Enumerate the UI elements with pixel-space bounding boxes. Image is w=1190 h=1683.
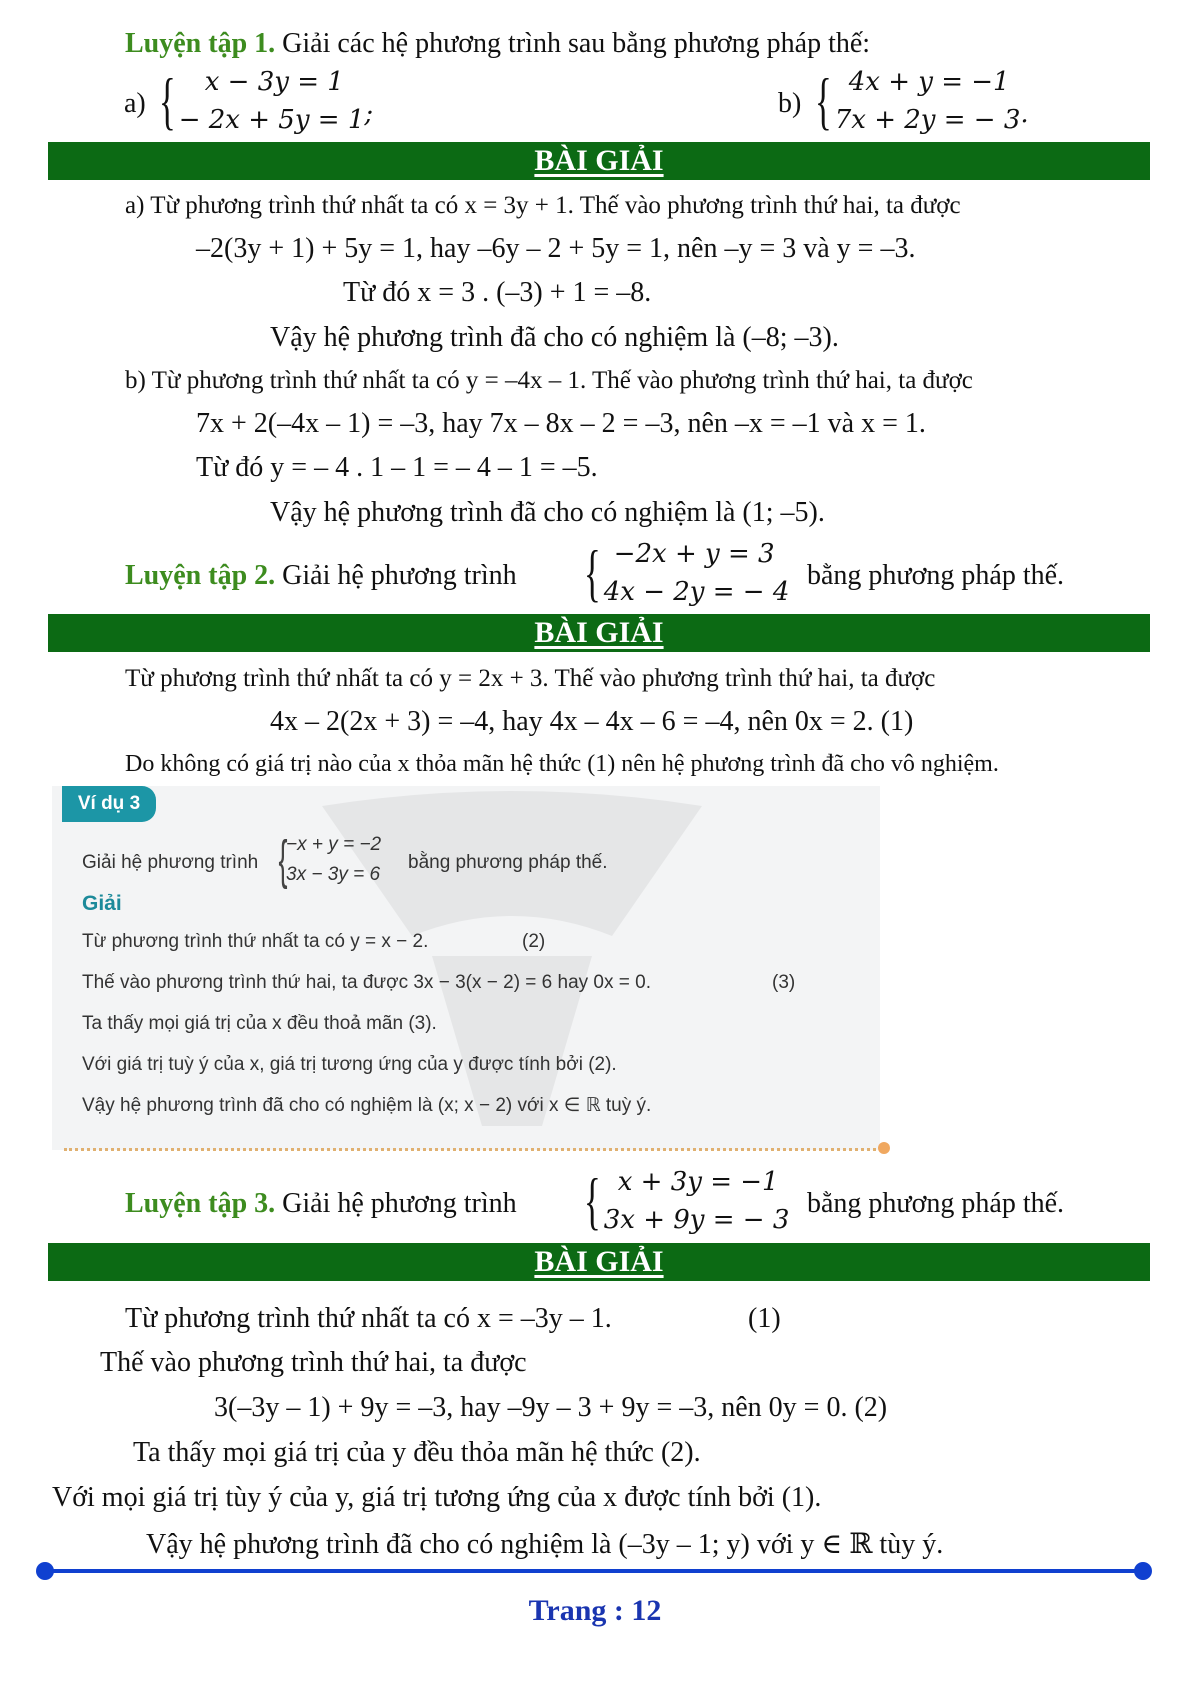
example-3-line1-number: (2) [522, 931, 546, 952]
sol1-b-line1: b) Từ phương trình thứ nhất ta có y = –4x – 1. Thế vào phương trình thứ hai, ta được [125, 367, 973, 394]
example-3-system [274, 830, 381, 890]
sol3-line2: Thế vào phương trình thứ hai, ta được [100, 1347, 527, 1378]
system-b-end: . [1020, 99, 1029, 129]
exercise-3-eq1: x + 3y = −1 [617, 1167, 779, 1197]
exercise-3-suffix: bằng phương pháp thế. [807, 1188, 1065, 1219]
example-3-end-dot [878, 1142, 890, 1154]
brace-icon: { [583, 537, 601, 608]
system-a-eq1: x − 3y = 1 [204, 67, 344, 97]
sol1-a-line2: –2(3y + 1) + 5y = 1, hay –6y – 2 + 5y = 1, nên –y = 3 và y = –3. [196, 233, 916, 264]
sol1-a-conclusion: Vậy hệ phương trình đã cho có nghiệm là (–8; –3). [270, 322, 839, 353]
footer-rule-dot-right [1134, 1562, 1152, 1580]
sol3-line4: Ta thấy mọi giá trị của y đều thỏa mãn hệ thức (2). [133, 1437, 701, 1468]
sol2-line1: Từ phương trình thứ nhất ta có y = 2x + 3. Thế vào phương trình thứ hai, ta được [125, 665, 936, 692]
example-3-suffix: bằng phương pháp thế. [408, 852, 608, 873]
exercise-1-prompt: Giải các hệ phương trình sau bằng phương pháp thế: [282, 28, 871, 59]
sol3-line1: Từ phương trình thứ nhất ta có x = –3y – 1. [125, 1303, 612, 1334]
sol2-conclusion: Do không có giá trị nào của x thỏa mãn hệ thức (1) nên hệ phương trình đã cho vô nghiệm. [125, 751, 999, 777]
example-3-line2: Thế vào phương trình thứ hai, ta được 3x − 3(x − 2) = 6 hay 0x = 0. [82, 972, 651, 993]
sol1-a-line1: a) Từ phương trình thứ nhất ta có x = 3y + 1. Thế vào phương trình thứ hai, ta được [125, 192, 961, 219]
system-b-label: b) [778, 88, 802, 119]
exercise-3-title: Luyện tập 3. [125, 1188, 276, 1219]
brace-icon: { [814, 65, 832, 136]
sol3-line1-number: (1) [748, 1303, 781, 1334]
brace-icon: { [158, 65, 176, 136]
example-3-solution-heading: Giải [82, 892, 122, 915]
exercise-3-eq2: 3x + 9y = − 3 [603, 1205, 790, 1235]
solution-banner-1: BÀI GIẢI [48, 142, 1150, 180]
example-3-tag: Ví dụ 3 [62, 786, 156, 822]
sol3-line3: 3(–3y – 1) + 9y = –3, hay –9y – 3 + 9y = –3, nên 0y = 0. (2) [214, 1392, 888, 1423]
example-3-line3: Ta thấy mọi giá trị của x đều thoả mãn (3). [82, 1013, 437, 1034]
system-a-label: a) [124, 88, 146, 119]
exercise-1-title: Luyện tập 1. [125, 28, 276, 59]
example-3-line2-number: (3) [772, 972, 796, 993]
example-3-eq1: −x + y = −2 [286, 834, 382, 855]
example-3-line4: Với giá trị tuỳ ý của x, giá trị tương ứng của y được tính bởi (2). [82, 1054, 617, 1075]
example-3-eq2: 3x − 3y = 6 [286, 864, 381, 885]
system-a-eq2: − 2x + 5y = 1 [178, 105, 365, 135]
exercise-2-eq2: 4x − 2y = − 4 [603, 577, 790, 607]
sol1-b-line2: 7x + 2(–4x – 1) = –3, hay 7x – 8x – 2 = –3, nên –x = –1 và x = 1. [196, 408, 926, 439]
exercise-2-system [577, 535, 789, 611]
footer-rule-dot-left [36, 1562, 54, 1580]
sol1-a-line3: Từ đó x = 3 . (–3) + 1 = –8. [343, 277, 652, 308]
sol3-line5: Với mọi giá trị tùy ý của y, giá trị tương ứng của x được tính bởi (1). [52, 1482, 822, 1513]
system-b-eq1: 4x + y = −1 [848, 67, 1010, 97]
sol1-b-conclusion: Vậy hệ phương trình đã cho có nghiệm là (1; –5). [270, 497, 825, 528]
exercise-3-prompt: Giải hệ phương trình [282, 1188, 517, 1219]
exercise-2-suffix: bằng phương pháp thế. [807, 560, 1065, 591]
sol2-line2: 4x – 2(2x + 3) = –4, hay 4x – 4x – 6 = –4, nên 0x = 2. (1) [270, 706, 914, 737]
example-3-dotted-border [64, 1148, 882, 1151]
solution-banner-2: BÀI GIẢI [48, 614, 1150, 652]
example-3-line5: Vậy hệ phương trình đã cho có nghiệm là (x; x − 2) với x ∈ ℝ tuỳ ý. [82, 1095, 652, 1116]
system-b [808, 63, 1029, 139]
page-number: Trang : 12 [528, 1594, 662, 1627]
example-3-box [52, 786, 880, 1150]
system-b-eq2: 7x + 2y = − 3 [834, 105, 1021, 135]
example-3-line1: Từ phương trình thứ nhất ta có y = x − 2. [82, 931, 429, 952]
exercise-3-system [577, 1163, 789, 1239]
example-3-prompt: Giải hệ phương trình [82, 852, 259, 873]
exercise-2-eq1: −2x + y = 3 [613, 539, 775, 569]
system-a-end: ; [364, 99, 374, 129]
exercise-2-prompt: Giải hệ phương trình [282, 560, 517, 591]
sol1-b-line3: Từ đó y = – 4 . 1 – 1 = – 4 – 1 = –5. [196, 452, 598, 483]
sol3-conclusion: Vậy hệ phương trình đã cho có nghiệm là (–3y – 1; y) với y ∈ ℝ tùy ý. [146, 1529, 944, 1560]
exercise-2-heading [125, 560, 517, 592]
brace-icon: { [278, 830, 288, 890]
solution-banner-3: BÀI GIẢI [48, 1243, 1150, 1281]
brace-icon: { [583, 1165, 601, 1236]
footer-rule [44, 1569, 1144, 1573]
system-a [152, 63, 373, 139]
exercise-1-heading [125, 28, 870, 60]
exercise-2-title: Luyện tập 2. [125, 560, 276, 591]
exercise-3-heading [125, 1188, 517, 1220]
